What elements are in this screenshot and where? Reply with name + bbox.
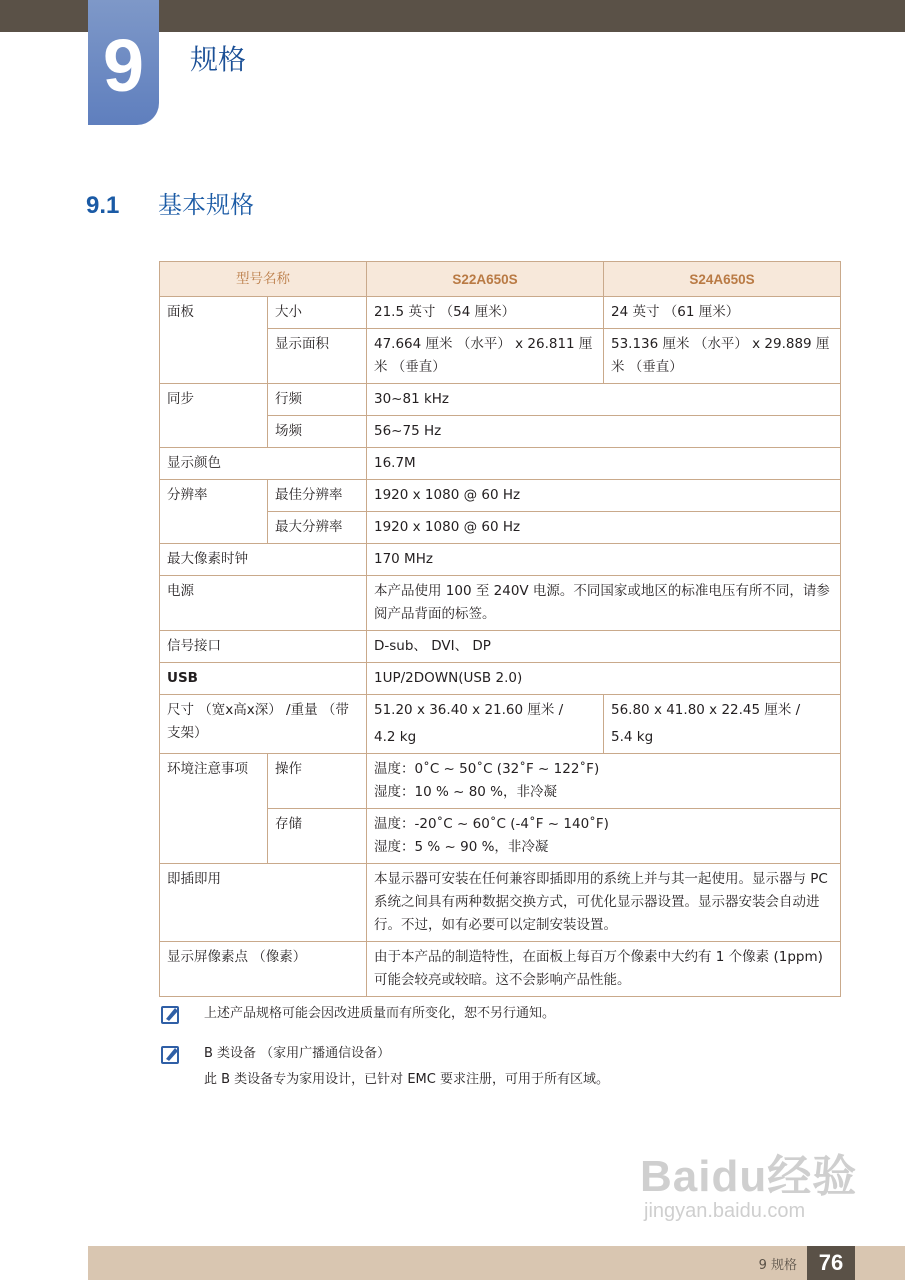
dimensions-a <box>367 695 604 754</box>
model-b-header: S24A650S <box>604 262 841 297</box>
storage-value <box>367 809 841 864</box>
table-row <box>160 384 841 416</box>
panel-dots-value: 由于本产品的制造特性，在面板上每百万个像素中大约有 1 个像素 (1ppm) 可能会较亮或较暗。这不会影响产品性能。 <box>367 942 841 997</box>
power-label: 电源 <box>160 576 367 631</box>
note-2-body: 此 B 类设备专为家用设计，已针对 EMC 要求注册，可用于所有区域。 <box>204 1072 609 1087</box>
pixel-clock-label: 最大像素时钟 <box>160 544 367 576</box>
note-2-title: B 类设备 （家用广播通信设备） <box>204 1046 391 1061</box>
table-row <box>160 448 841 480</box>
dimensions-a-line1: 51.20 x 36.40 x 21.60 厘米 / <box>374 702 564 718</box>
dimensions-a-line2: 4.2 kg <box>374 729 417 745</box>
display-area-b: 53.136 厘米 （水平） x 29.889 厘米 （垂直） <box>604 329 841 384</box>
max-res-value: 1920 x 1080 @ 60 Hz <box>367 512 841 544</box>
storage-humidity: 湿度：5 % ~ 90 %，非冷凝 <box>374 839 549 855</box>
note-1 <box>160 1003 840 1025</box>
table-row <box>160 754 841 809</box>
table-header-row <box>160 262 841 297</box>
model-a-header: S22A650S <box>367 262 604 297</box>
section-title: 基本规格 <box>158 191 254 219</box>
resolution-label: 分辨率 <box>160 480 268 544</box>
operating-humidity: 湿度：10 % ~ 80 %，非冷凝 <box>374 784 557 800</box>
v-freq-label: 场频 <box>268 416 367 448</box>
page-number: 76 <box>807 1246 855 1280</box>
signal-value: D-sub、 DVI、 DP <box>367 631 841 663</box>
panel-size-label: 大小 <box>268 297 367 329</box>
panel-size-b: 24 英寸 （61 厘米） <box>604 297 841 329</box>
table-row <box>160 942 841 997</box>
max-res-label: 最大分辨率 <box>268 512 367 544</box>
chapter-title: 规格 <box>190 43 247 76</box>
chapter-number-badge: 9 <box>88 0 159 125</box>
section-number: 9.1 <box>86 192 120 219</box>
table-row <box>160 576 841 631</box>
note-pencil-icon <box>160 1003 182 1025</box>
model-name-header: 型号名称 <box>160 262 367 297</box>
dimensions-b-line2: 5.4 kg <box>611 729 654 745</box>
environment-label: 环境注意事项 <box>160 754 268 864</box>
table-row <box>160 480 841 512</box>
display-area-a: 47.664 厘米 （水平） x 26.811 厘米 （垂直） <box>367 329 604 384</box>
note-1-text: 上述产品规格可能会因改进质量而有所变化，恕不另行通知。 <box>204 1006 556 1021</box>
optimal-res-label: 最佳分辨率 <box>268 480 367 512</box>
table-row <box>160 544 841 576</box>
colors-value: 16.7M <box>367 448 841 480</box>
storage-label: 存储 <box>268 809 367 864</box>
watermark-logo: Baidu经验 <box>640 1152 858 1201</box>
dimensions-b <box>604 695 841 754</box>
operating-label: 操作 <box>268 754 367 809</box>
note-pencil-icon <box>160 1043 182 1065</box>
h-freq-value: 30~81 kHz <box>367 384 841 416</box>
note-2 <box>160 1043 840 1091</box>
footer-bar <box>88 1246 905 1280</box>
h-freq-label: 行频 <box>268 384 367 416</box>
operating-value <box>367 754 841 809</box>
table-row <box>160 297 841 329</box>
sync-label: 同步 <box>160 384 268 448</box>
footer-chapter-label: 9 规格 <box>758 1258 797 1273</box>
plug-play-label: 即插即用 <box>160 864 367 942</box>
display-area-label: 显示面积 <box>268 329 367 384</box>
signal-label: 信号接口 <box>160 631 367 663</box>
storage-temp: 温度：-20˚C ~ 60˚C (-4˚F ~ 140˚F) <box>374 816 609 832</box>
usb-label: USB <box>160 663 367 695</box>
pixel-clock-value: 170 MHz <box>367 544 841 576</box>
plug-play-value: 本显示器可安装在任何兼容即插即用的系统上并与其一起使用。显示器与 PC 系统之间具有两种数据交换方式，可优化显示器设置。显示器安装会自动进行。不过，如有必要可以定制安装设置。 <box>367 864 841 942</box>
v-freq-value: 56~75 Hz <box>367 416 841 448</box>
dimensions-label: 尺寸 （宽x高x深） /重量 （带支架） <box>160 695 367 754</box>
panel-size-a: 21.5 英寸 （54 厘米） <box>367 297 604 329</box>
panel-label: 面板 <box>160 297 268 384</box>
dimensions-b-line1: 56.80 x 41.80 x 22.45 厘米 / <box>611 702 801 718</box>
table-row <box>160 631 841 663</box>
table-row <box>160 663 841 695</box>
power-value: 本产品使用 100 至 240V 电源。不同国家或地区的标准电压有所不同，请参阅产品背面的标签。 <box>367 576 841 631</box>
optimal-res-value: 1920 x 1080 @ 60 Hz <box>367 480 841 512</box>
panel-dots-label: 显示屏像素点 （像素） <box>160 942 367 997</box>
watermark-url: jingyan.baidu.com <box>644 1200 806 1222</box>
baidu-watermark <box>640 1140 860 1240</box>
operating-temp: 温度：0˚C ~ 50˚C (32˚F ~ 122˚F) <box>374 761 600 777</box>
table-row <box>160 695 841 754</box>
colors-label: 显示颜色 <box>160 448 367 480</box>
table-row <box>160 864 841 942</box>
spec-table <box>159 261 841 997</box>
section-heading <box>86 185 254 220</box>
usb-value: 1UP/2DOWN(USB 2.0) <box>367 663 841 695</box>
